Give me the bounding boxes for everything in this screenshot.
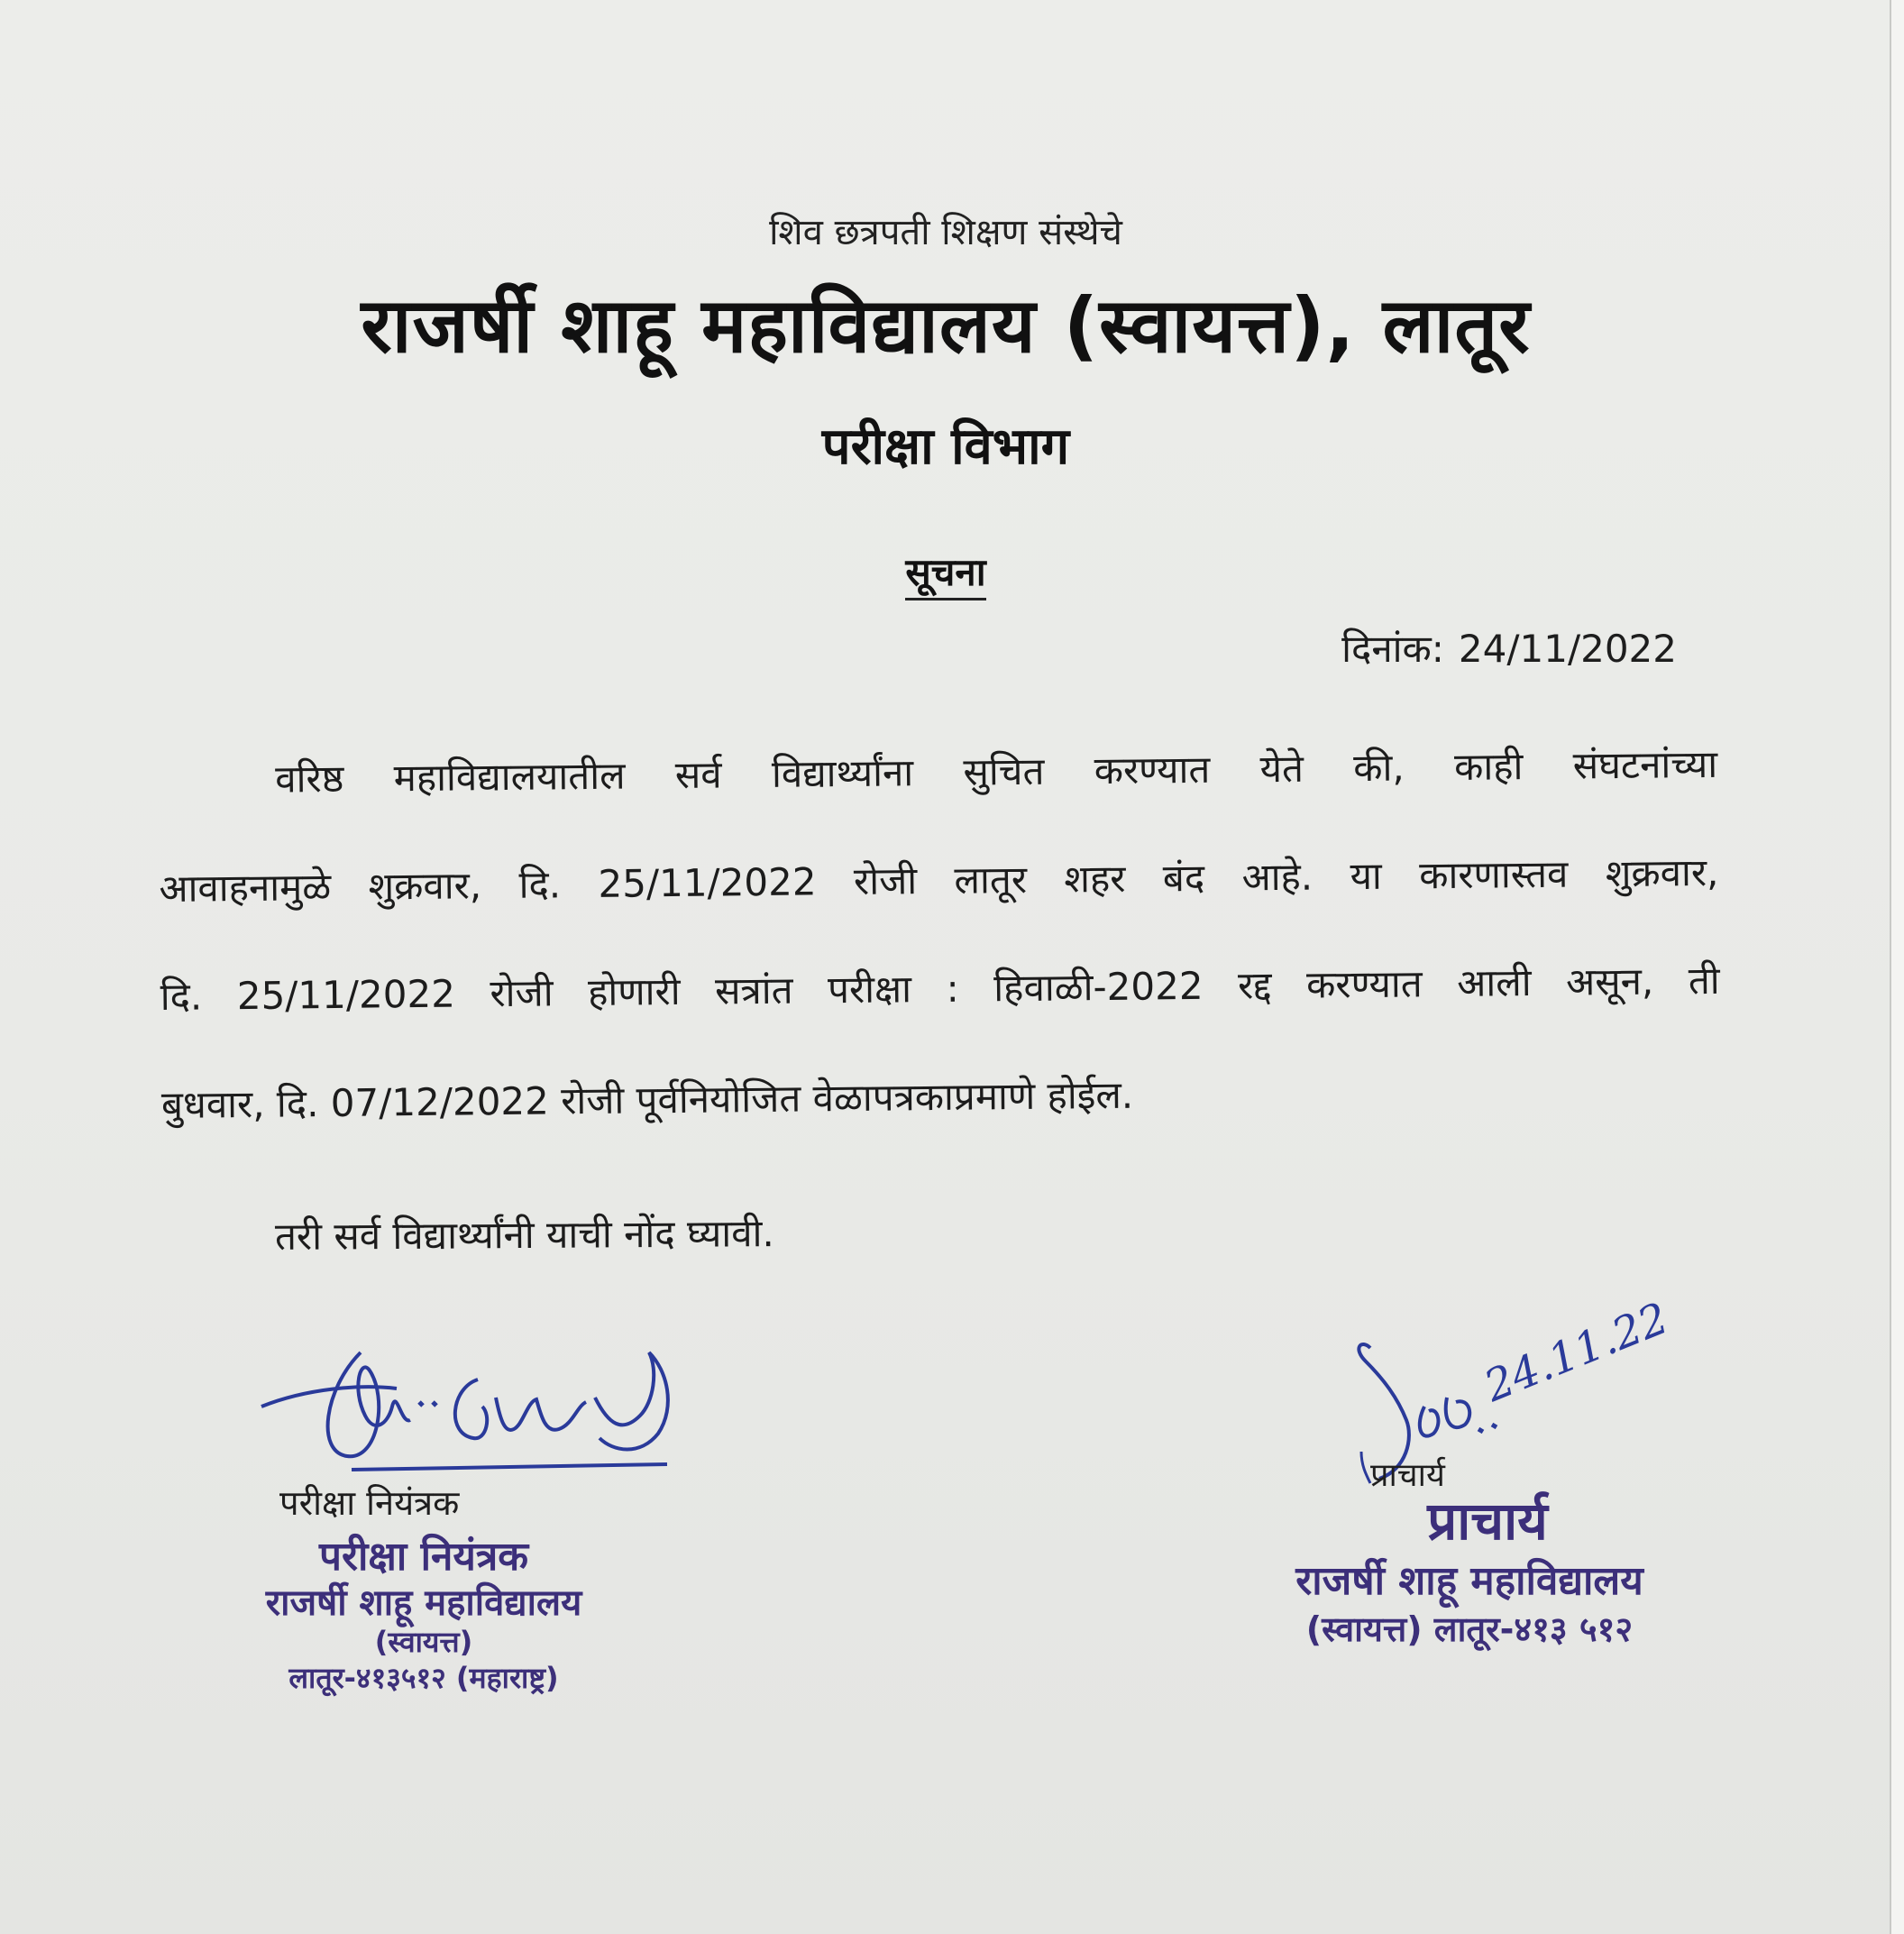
exam-controller-stamp: [162, 1533, 685, 1696]
exam-controller-title: परीक्षा नियंत्रक: [279, 1483, 460, 1523]
principal-signature-date: 24.11.22: [1478, 1293, 1676, 1412]
stamp-line: परीक्षा नियंत्रक: [318, 1534, 529, 1580]
stamp-line: (स्वायत्त) लातूर-४१३ ५१२: [1305, 1609, 1634, 1649]
principal-title: प्राचार्य: [1370, 1457, 1445, 1494]
notice-body-line: आवाहनामुळे शुक्रवार, दि. 25/11/2022 रोजी लातूर शहर बंद आहे. या कारणास्तव शुक्रवार,: [159, 849, 1719, 911]
notice-title: [0, 545, 1891, 597]
notice-body-line: बुधवार, दि. 07/12/2022 रोजी पूर्वनियोजित वेळापत्रकाप्रमाणे होईल.: [160, 1072, 1134, 1127]
exam-controller-signature: [252, 1334, 685, 1479]
stamp-line: लातूर-४१३५१२ (महाराष्ट्र): [288, 1660, 559, 1695]
society-name: शिव छत्रपती शिक्षण संस्थेचे: [769, 212, 1122, 253]
notice-title-text: सूचना: [905, 550, 985, 600]
department-name: परीक्षा विभाग: [821, 417, 1070, 476]
date-value: 24/11/2022: [1458, 627, 1677, 671]
notice-date: [1341, 622, 1677, 674]
stamp-line: (स्वायत्त): [374, 1625, 473, 1660]
notice-body-line: दि. 25/11/2022 रोजी होणारी सत्रांत परीक्षा : हिवाळी-2022 रद्द करण्यात आली असून, ती: [160, 958, 1720, 1019]
principal-stamp: [1226, 1488, 1713, 1652]
paper-edge: [1890, 0, 1904, 1934]
notice-body: [158, 741, 1720, 1127]
stamp-line: प्राचार्य: [1427, 1490, 1548, 1552]
stamp-line: राजर्षी शाहू महाविद्यालय: [1295, 1558, 1643, 1605]
notice-body-line: वरिष्ठ महाविद्यालयातील सर्व विद्यार्थ्यांना सुचित करण्यात येते की, काही संघटनांच्या: [274, 741, 1718, 802]
stamp-line: राजर्षी शाहू महाविद्यालय: [265, 1581, 582, 1624]
college-name: राजर्षी शाहू महाविद्यालय (स्वायत्त), लातूर: [361, 281, 1531, 370]
notice-closing: तरी सर्व विद्यार्थ्यांनी याची नोंद घ्यावी.: [274, 1211, 774, 1259]
date-label: दिनांक:: [1341, 627, 1444, 671]
